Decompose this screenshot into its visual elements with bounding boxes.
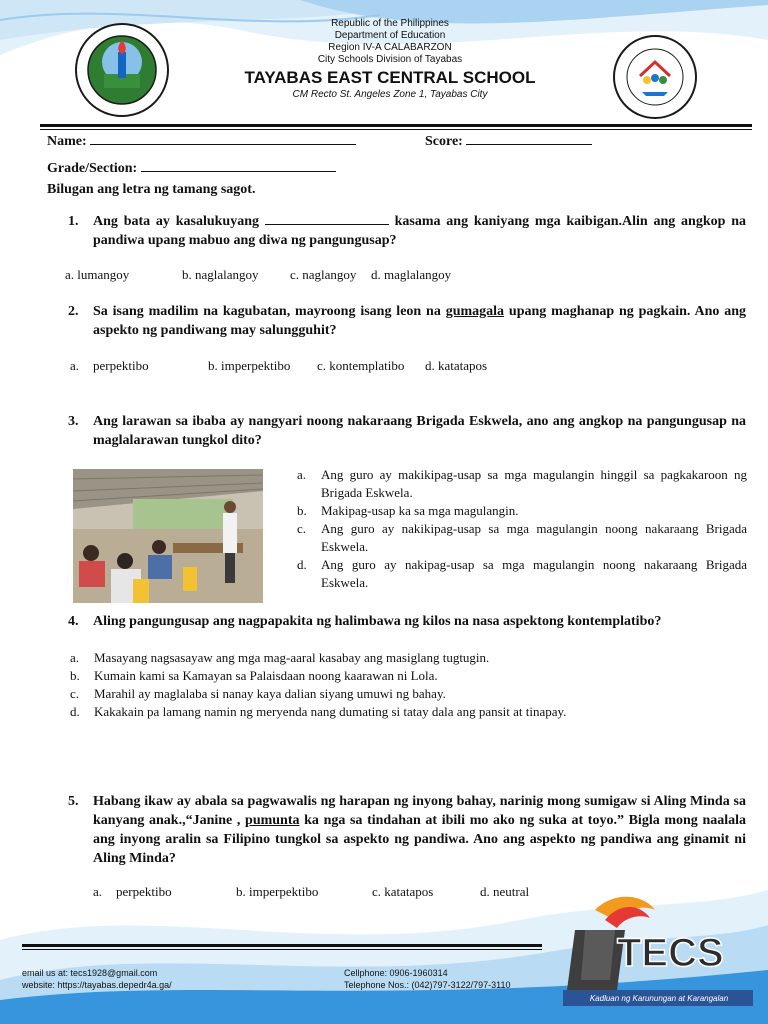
option-a-letter[interactable]: a. bbox=[93, 884, 103, 899]
footer-contact-left bbox=[22, 967, 172, 991]
footer-email[interactable]: email us at: tecs1928@gmail.com bbox=[22, 968, 158, 978]
school-address: CM Recto St. Angeles Zone 1, Tayabas City bbox=[292, 89, 488, 100]
question-1 bbox=[68, 212, 746, 250]
option-c[interactable] bbox=[297, 520, 747, 556]
question-text-part: Ang bata ay kasalukuyang bbox=[93, 214, 259, 229]
division-line: City Schools Division of Tayabas bbox=[317, 54, 463, 65]
option-a[interactable]: a. lumangoy bbox=[65, 267, 130, 282]
underlined-verb: pumunta bbox=[245, 813, 300, 828]
question-4-options bbox=[70, 649, 730, 721]
option-c[interactable] bbox=[70, 685, 730, 703]
option-a[interactable]: perpektibo bbox=[116, 884, 172, 899]
question-text-part: Sa isang madilim na kagubatan, mayroong isang leon na bbox=[93, 304, 441, 319]
option-a[interactable] bbox=[297, 466, 747, 502]
question-number: 5. bbox=[68, 794, 79, 809]
option-letter: d. bbox=[297, 557, 307, 572]
department-line: Department of Education bbox=[334, 30, 446, 41]
question-text-part: kasama ang kaniyang mga kaibigan.Alin ang angkop na pandiwa upang mabuo ang diwa ng pangungusap? bbox=[93, 214, 746, 248]
question-number: 4. bbox=[68, 614, 79, 629]
question-text-part: Habang ikaw ay abala sa pagwawalis ng harapan ng inyong bahay, narinig mong sumigaw si Aling Minda sa kanyang anak.,“Janine , bbox=[93, 794, 746, 828]
instructions: Bilugan ang letra ng tamang sagot. bbox=[47, 182, 256, 197]
score-line[interactable] bbox=[466, 130, 592, 145]
name-line[interactable] bbox=[90, 130, 356, 145]
option-b[interactable] bbox=[297, 502, 747, 520]
question-1-options bbox=[65, 266, 565, 284]
question-3-options bbox=[297, 466, 747, 592]
option-b[interactable] bbox=[70, 667, 730, 685]
question-3 bbox=[68, 412, 746, 450]
division-seal-logo bbox=[74, 22, 170, 118]
option-letter: b. bbox=[70, 668, 80, 683]
tecs-logo-text: TECS bbox=[617, 931, 724, 975]
option-letter: c. bbox=[70, 686, 80, 701]
letterhead-text bbox=[240, 18, 540, 101]
question-text: Ang larawan sa ibaba ay nangyari noong nakaraang Brigada Eskwela, ano ang angkop na pangungusap na maglalarawan tungkol dito? bbox=[93, 414, 746, 448]
option-d[interactable] bbox=[70, 703, 730, 721]
question-2 bbox=[68, 302, 746, 340]
republic-line: Republic of the Philippines bbox=[331, 18, 449, 29]
option-letter: d. bbox=[70, 704, 80, 719]
question-4 bbox=[68, 612, 746, 631]
question-number: 3. bbox=[68, 414, 79, 429]
option-b[interactable]: b. imperpektibo bbox=[236, 884, 319, 899]
school-seal-logo bbox=[612, 34, 698, 120]
name-field[interactable] bbox=[47, 130, 356, 150]
footer-telephone: Telephone Nos.: (042)797-3122/797-3110 bbox=[344, 980, 511, 990]
school-name: TAYABAS EAST CENTRAL SCHOOL bbox=[244, 68, 536, 87]
option-d[interactable]: d. maglalangoy bbox=[371, 267, 452, 282]
header-divider-thick bbox=[40, 124, 752, 127]
option-a-letter[interactable]: a. bbox=[70, 358, 80, 373]
option-c[interactable]: c. katatapos bbox=[372, 884, 434, 899]
brigada-eskwela-photo bbox=[73, 469, 263, 603]
question-number: 2. bbox=[68, 304, 79, 319]
grade-section-field[interactable] bbox=[47, 157, 336, 177]
name-label: Name: bbox=[47, 134, 87, 149]
question-text: Aling pangungusap ang nagpapakita ng halimbawa ng kilos na nasa aspektong kontemplatibo? bbox=[93, 614, 662, 629]
letterhead bbox=[0, 0, 768, 126]
question-text-part: upang maghanap ng pagkain. Ano ang aspekto ng pandiwang may salungguhit? bbox=[93, 304, 747, 338]
option-d[interactable] bbox=[297, 556, 747, 592]
region-line: Region IV-A CALABARZON bbox=[328, 42, 452, 53]
option-letter: a. bbox=[297, 467, 307, 482]
tecs-logo-tagline: Kadluan ng Karunungan at Karangalan bbox=[589, 994, 729, 1003]
footer-divider-thick bbox=[22, 944, 542, 947]
option-a[interactable] bbox=[70, 649, 730, 667]
option-a[interactable]: perpektibo bbox=[93, 358, 149, 373]
tecs-logo bbox=[555, 890, 755, 1010]
option-letter: b. bbox=[297, 503, 307, 518]
question-5-options bbox=[93, 883, 553, 901]
option-text: Ang guro ay nakipag-usap sa mga magulangin noong nakaraang Brigada Eskwela. bbox=[321, 557, 747, 590]
question-number: 1. bbox=[68, 214, 79, 229]
option-text: Ang guro ay nakikipag-usap sa mga magulangin noong nakaraang Brigada Eskwela. bbox=[321, 521, 747, 554]
option-text: Ang guro ay makikipag-usap sa mga magulangin hinggil sa pagkakaroon ng Brigada Eskwela. bbox=[321, 467, 747, 500]
option-text: Kakakain pa lamang namin ng meryenda nang dumating si tatay dala ang pansit at tinapay. bbox=[94, 704, 567, 719]
option-c[interactable]: c. naglangoy bbox=[290, 267, 357, 282]
question-5 bbox=[68, 792, 746, 868]
option-letter: c. bbox=[297, 521, 307, 536]
question-2-options bbox=[70, 357, 570, 375]
option-b[interactable]: b. naglalangoy bbox=[182, 267, 259, 282]
footer-website[interactable]: website: https://tayabas.depedr4a.ga/ bbox=[22, 980, 172, 990]
footer-contact-right bbox=[344, 967, 510, 991]
score-label: Score: bbox=[425, 134, 463, 149]
grade-section-line[interactable] bbox=[141, 157, 336, 172]
option-c[interactable]: c. kontemplatibo bbox=[317, 358, 405, 373]
question-text-part: ka nga sa tindahan at ibili mo ako ng suka at toyo.” Bigla mong naalala ang inyong aralin sa Filipino tungkol sa aspekto ng pandiwa. Ano ang aspekto ng pandiwa ang ginamit ni Aling Minda? bbox=[93, 813, 747, 866]
footer-cellphone: Cellphone: 0906-1960314 bbox=[344, 968, 448, 978]
option-text: Makipag-usap ka sa mga magulangin. bbox=[321, 503, 519, 518]
option-d[interactable]: d. katatapos bbox=[425, 358, 488, 373]
option-text: Marahil ay maglalaba si nanay kaya dalian siyang umuwi ng bahay. bbox=[94, 686, 446, 701]
score-field[interactable] bbox=[425, 130, 592, 150]
answer-blank[interactable] bbox=[265, 212, 389, 225]
underlined-verb: gumagala bbox=[445, 304, 505, 319]
footer-divider-thin bbox=[22, 949, 542, 950]
option-d[interactable]: d. neutral bbox=[480, 884, 530, 899]
option-text: Kumain kami sa Kamayan sa Palaisdaan noong kaarawan ni Lola. bbox=[94, 668, 438, 683]
option-letter: a. bbox=[70, 650, 80, 665]
option-b[interactable]: b. imperpektibo bbox=[208, 358, 291, 373]
option-text: Masayang nagsasayaw ang mga mag-aaral kasabay ang masiglang tugtugin. bbox=[94, 650, 490, 665]
grade-section-label: Grade/Section: bbox=[47, 161, 138, 176]
